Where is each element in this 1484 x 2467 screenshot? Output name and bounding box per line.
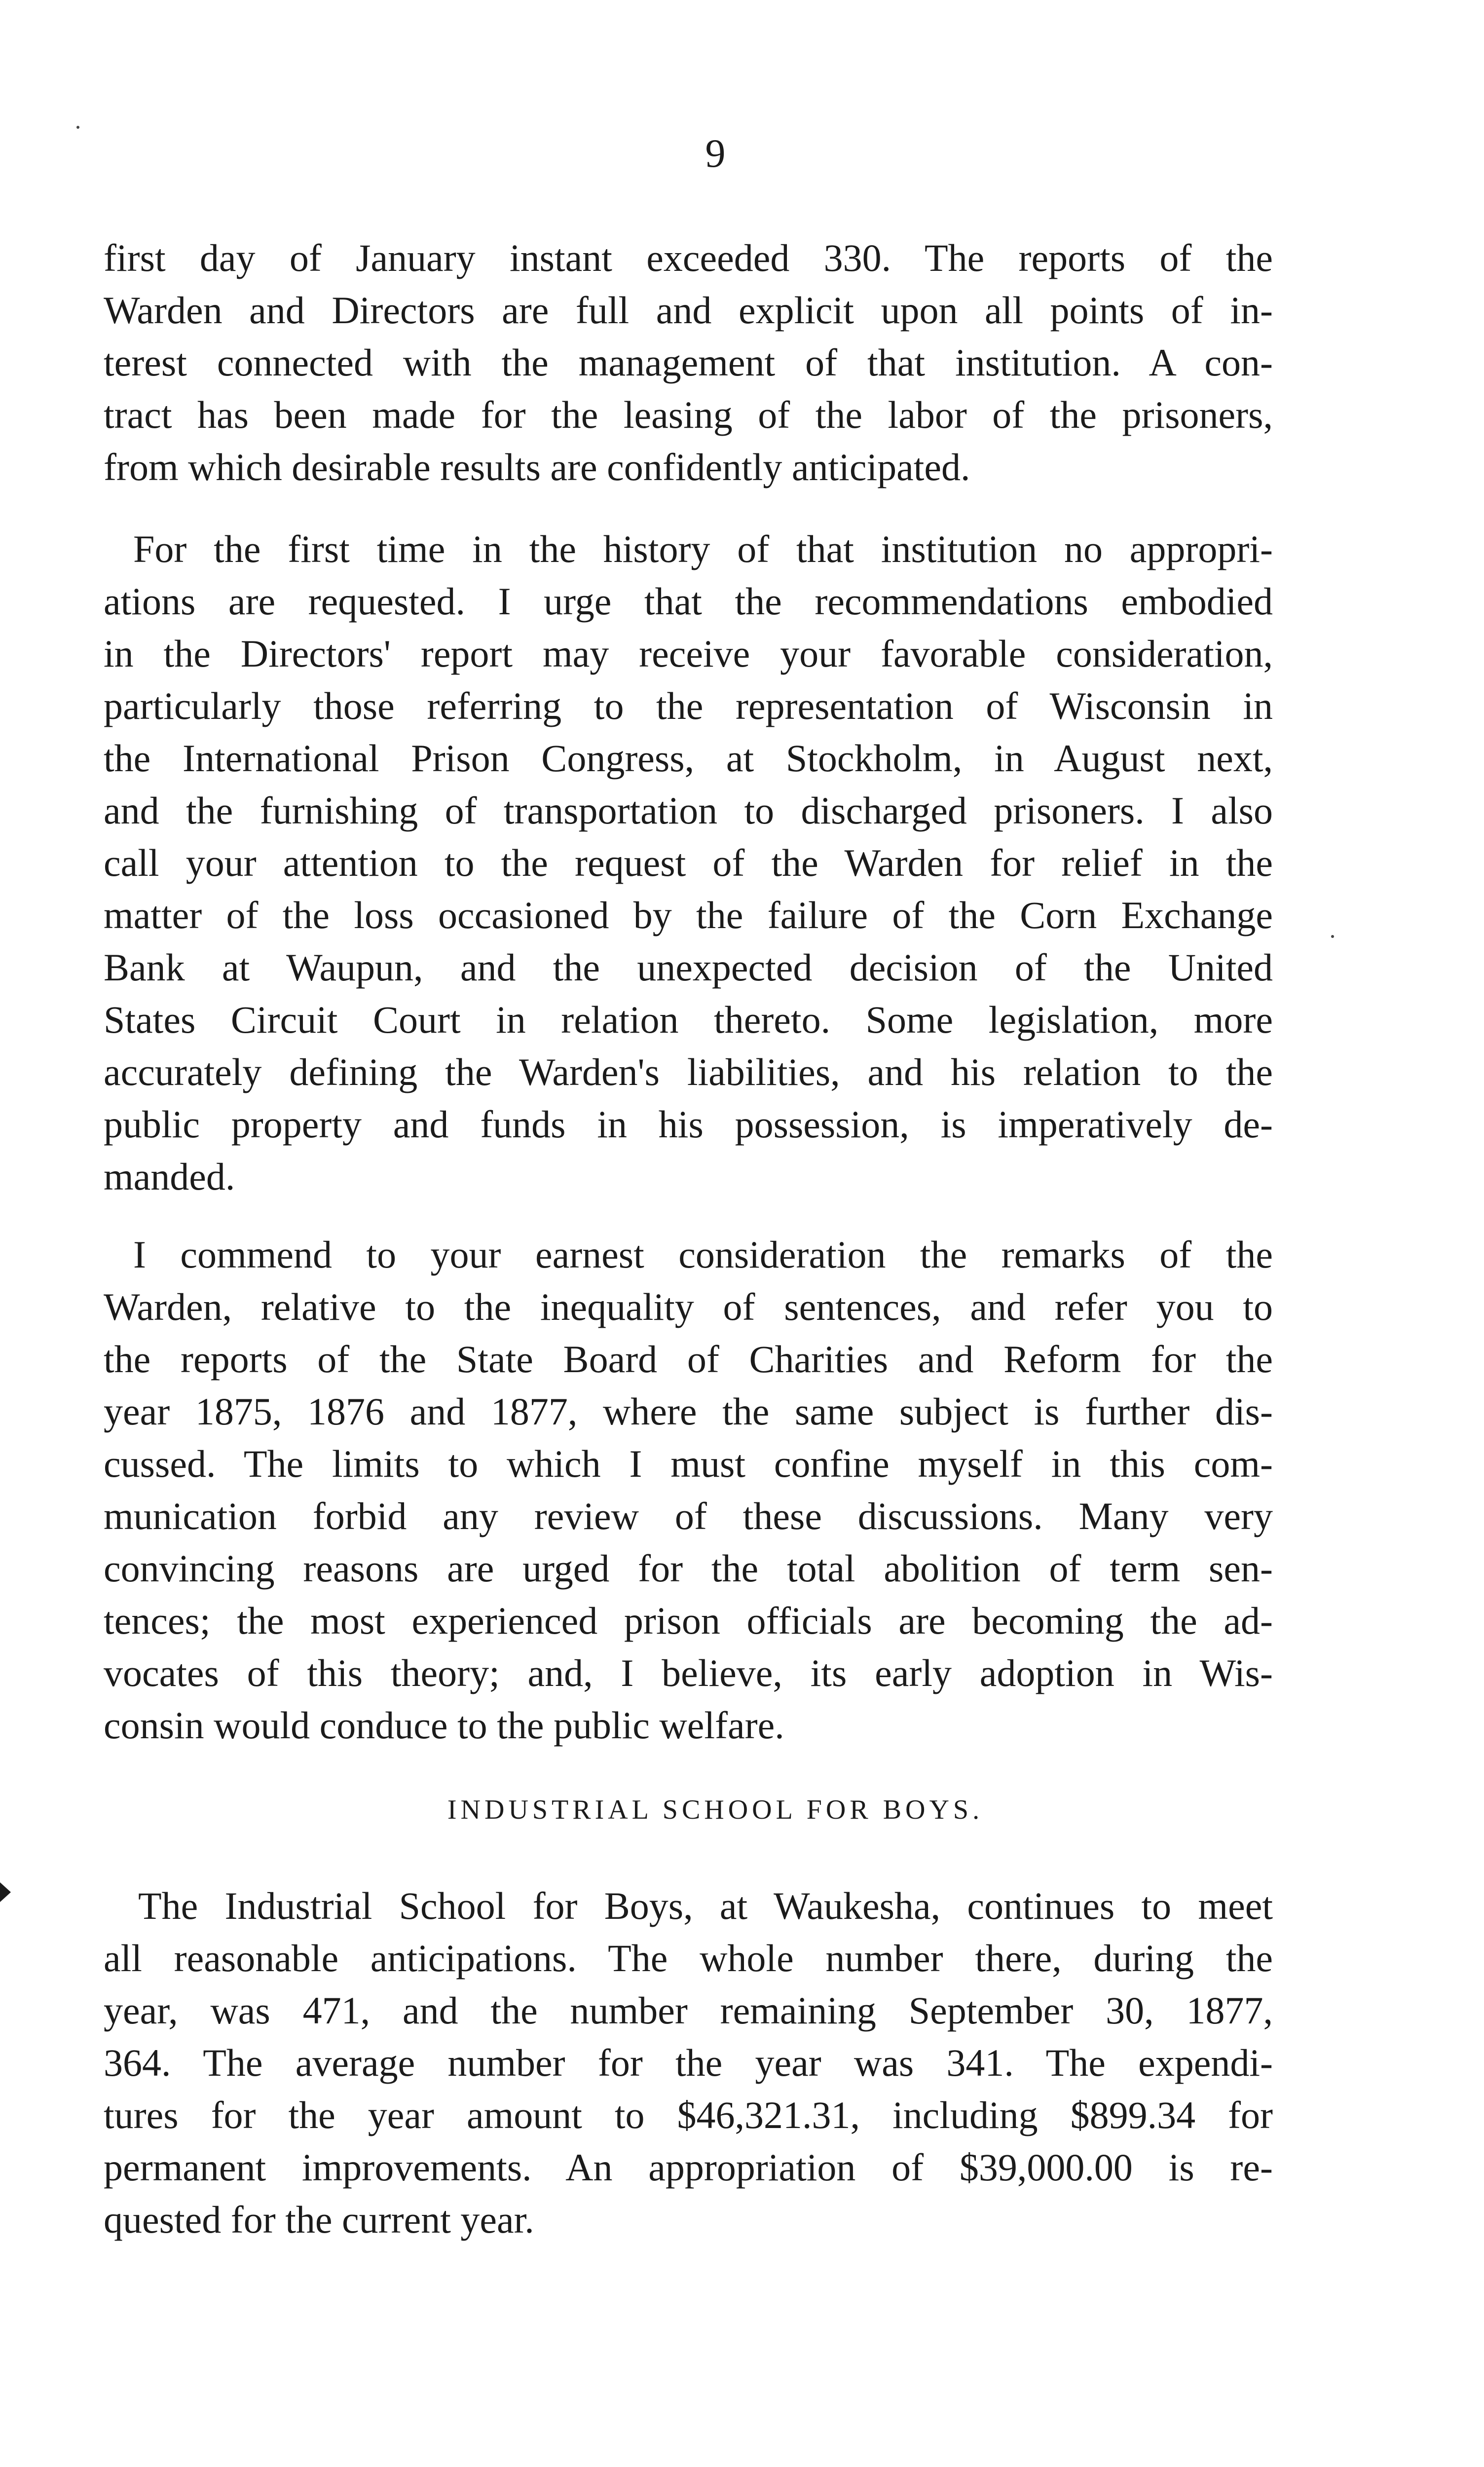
text-line: Warden and Directors are full and explicit upon all points of in- xyxy=(104,289,1273,332)
text-line: year, was 471, and the number remaining September 30, 1877, xyxy=(104,1989,1273,2032)
text-line: 364. The average number for the year was 341. The expendi- xyxy=(104,2041,1273,2084)
text-line: States Circuit Court in relation thereto. Some legislation, more xyxy=(104,998,1273,1041)
text-line: I commend to your earnest consideration the remarks of the xyxy=(133,1233,1273,1276)
paragraph-2 xyxy=(104,523,1273,1203)
page-number: 9 xyxy=(705,131,726,176)
text-line: quested for the current year. xyxy=(104,2198,534,2241)
text-line: manded. xyxy=(104,1155,235,1198)
text-line: first day of January instant exceeded 330. The reports of the xyxy=(104,236,1273,279)
text-line: from which desirable results are confidently anticipated. xyxy=(104,446,970,488)
paragraph-4 xyxy=(104,1880,1273,2246)
text-line: The Industrial School for Boys, at Waukesha, continues to meet xyxy=(138,1884,1273,1927)
scan-speck xyxy=(76,126,79,129)
text-line: Bank at Waupun, and the unexpected decision of the United xyxy=(104,946,1273,989)
scan-speck xyxy=(1331,935,1334,938)
text-line: consin would conduce to the public welfare. xyxy=(104,1704,784,1747)
text-line: cussed. The limits to which I must confine myself in this com- xyxy=(104,1442,1273,1485)
text-line: tences; the most experienced prison officials are becoming the ad- xyxy=(104,1599,1273,1642)
paragraph-1 xyxy=(104,232,1273,493)
text-line: accurately defining the Warden's liabilities, and his relation to the xyxy=(104,1050,1273,1093)
text-line: tract has been made for the leasing of the labor of the prisoners, xyxy=(104,393,1273,436)
text-line: munication forbid any review of these discussions. Many very xyxy=(104,1495,1273,1537)
text-line: terest connected with the management of that institution. A con- xyxy=(104,341,1273,384)
text-line: Warden, relative to the inequality of sentences, and refer you to xyxy=(104,1285,1273,1328)
text-line: particularly those referring to the representation of Wisconsin in xyxy=(104,684,1273,727)
text-line: matter of the loss occasioned by the failure of the Corn Exchange xyxy=(104,894,1273,936)
margin-arrow-icon xyxy=(0,1882,11,1902)
text-line: tures for the year amount to $46,321.31, including $899.34 for xyxy=(104,2093,1273,2136)
text-line: year 1875, 1876 and 1877, where the same subject is further dis- xyxy=(104,1390,1273,1433)
text-line: vocates of this theory; and, I believe, its early adoption in Wis- xyxy=(104,1651,1273,1694)
text-line: For the first time in the history of that institution no appropri- xyxy=(133,527,1273,570)
text-line: public property and funds in his possession, is imperatively de- xyxy=(104,1103,1273,1146)
text-line: call your attention to the request of the Warden for relief in the xyxy=(104,841,1273,884)
text-line: convincing reasons are urged for the total abolition of term sen- xyxy=(104,1547,1273,1590)
text-line: in the Directors' report may receive your favorable consideration, xyxy=(104,632,1273,675)
text-line: all reasonable anticipations. The whole number there, during the xyxy=(104,1937,1273,1980)
text-line: ations are requested. I urge that the recommendations embodied xyxy=(104,580,1273,623)
text-line: the reports of the State Board of Charities and Reform for the xyxy=(104,1338,1273,1381)
text-line: permanent improvements. An appropriation of $39,000.00 is re- xyxy=(104,2146,1273,2189)
section-heading: INDUSTRIAL SCHOOL FOR BOYS. xyxy=(447,1794,984,1825)
text-line: the International Prison Congress, at Stockholm, in August next, xyxy=(104,737,1273,780)
text-line: and the furnishing of transportation to discharged prisoners. I also xyxy=(104,789,1273,832)
paragraph-3 xyxy=(104,1229,1273,1752)
